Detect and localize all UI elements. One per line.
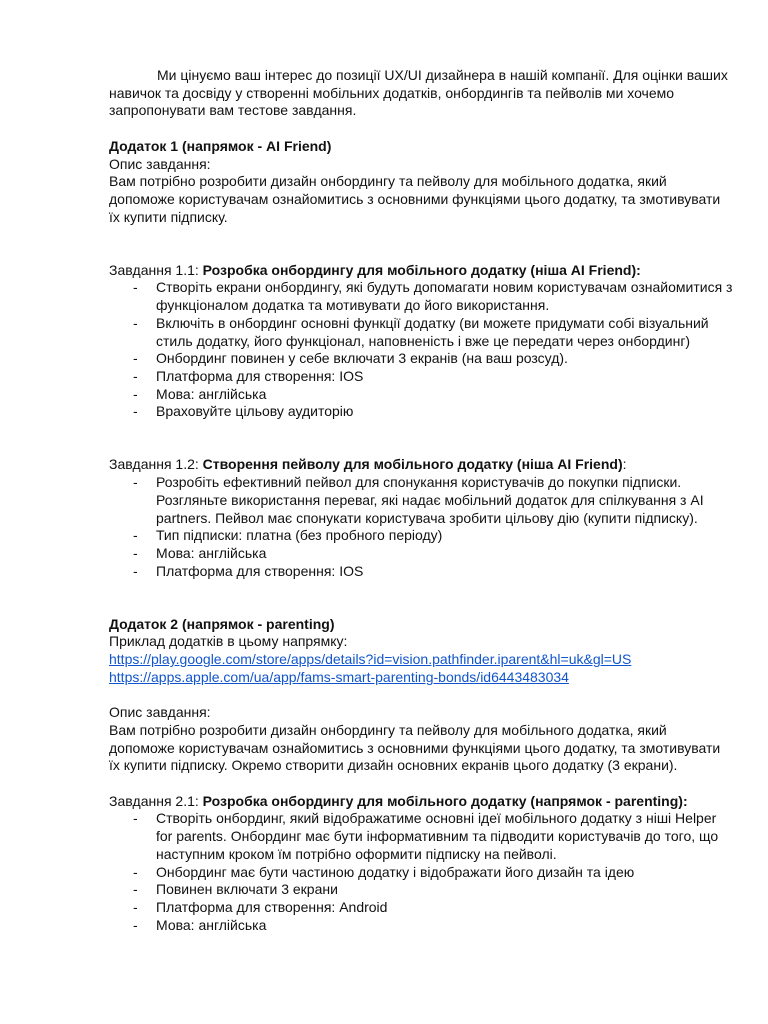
appendix-2-desc-label: Опис завдання:	[109, 704, 211, 721]
task-1-2-heading: Завдання 1.2: Створення пейволу для мобільного додатку (ніша AI Friend):	[109, 456, 627, 473]
appendix-1-desc-label: Опис завдання:	[109, 155, 211, 172]
appendix-2-examples-label: Приклад додатків в цьому напрямку:	[109, 633, 348, 650]
appendix-2-title: Додаток 2 (напрямок - parenting)	[109, 615, 335, 632]
list-item: - Розробіть ефективний пейвол для спонукання користувачів до покупки підписки. Розгляньте використання переваг, які надає мобільний додаток для спілкування з AI partners. Пейвол має спонукати користувача зробити цільову дію (купити підписку).	[109, 474, 734, 527]
task-2-1-heading: Завдання 2.1: Розробка онбордингу для мобільного додатку (напрямок - parenting):	[109, 792, 688, 809]
task-1-1-list	[109, 279, 734, 421]
list-item: - Мова: англійська	[109, 545, 734, 563]
intro-paragraph: Ми цінуємо ваш інтерес до позиції UX/UI дизайнера в нашій компанії. Для оцінки ваших навичок та досвіду у створенні мобільних додатків, онбордингів та пейволів ми хочемо запропонувати вам тестове завдання.	[109, 67, 728, 119]
list-item: - Платформа для створення: Android	[109, 899, 734, 917]
list-item: - Враховуйте цільову аудиторію	[109, 403, 734, 421]
appendix-1-title: Додаток 1 (напрямок - AI Friend)	[109, 137, 332, 154]
appendix-1-desc: Вам потрібно розробити дизайн онбордингу та пейволу для мобільного додатка, який допоможе користувачам ознайомитись з основними функціями цього додатку, та змотивувати їх купити підписку.	[109, 173, 721, 225]
list-item: - Створіть онбординг, який відображатиме основні ідеї мобільного додатку з ніші Helper for parents. Онбординг має бути інформативним та підводити користувачів до того, що наступним кроком їм потрібно оформити підписку на пейволі.	[109, 810, 734, 863]
list-item: - Мова: англійська	[109, 386, 734, 404]
document-page	[109, 67, 734, 934]
list-item: - Створіть екрани онбордингу, які будуть допомагати новим користувачам ознайомитися з функціоналом додатка та мотивувати до його використання.	[109, 279, 734, 314]
list-item: - Платформа для створення: IOS	[109, 563, 734, 581]
task-1-1-heading: Завдання 1.1: Розробка онбордингу для мобільного додатку (ніша AI Friend):	[109, 261, 641, 278]
appendix-2-desc: Вам потрібно розробити дизайн онбордингу та пейволу для мобільного додатка, який допоможе користувачам ознайомитись з основними функціями цього додатку, та змотивувати їх купити підписку. Окремо створити дизайн основних екранів цього додатку (3 екрани).	[109, 721, 721, 774]
list-item: - Включіть в онбординг основні функції додатку (ви можете придумати собі візуальний стиль додатку, його функціонал, наповненість і вже це передати через онбординг)	[109, 315, 734, 350]
list-item: - Мова: англійська	[109, 917, 734, 935]
example-link-google-play	[109, 651, 734, 669]
google-play-link[interactable]: https://play.google.com/store/apps/details?id=vision.pathfinder.iparent&hl=uk&gl=US	[109, 651, 632, 668]
task-1-2-list	[109, 474, 734, 580]
list-item: - Онбординг повинен у себе включати 3 екранів (на ваш розсуд).	[109, 350, 734, 368]
example-link-app-store	[109, 669, 734, 687]
list-item: - Онбординг має бути частиною додатку і відображати його дизайн та ідею	[109, 864, 734, 882]
list-item: - Платформа для створення: IOS	[109, 368, 734, 386]
task-2-1-list	[109, 810, 734, 934]
list-item: - Повинен включати 3 екрани	[109, 881, 734, 899]
list-item: - Тип підписки: платна (без пробного періоду)	[109, 527, 734, 545]
app-store-link[interactable]: https://apps.apple.com/ua/app/fams-smart-parenting-bonds/id6443483034	[109, 668, 569, 685]
